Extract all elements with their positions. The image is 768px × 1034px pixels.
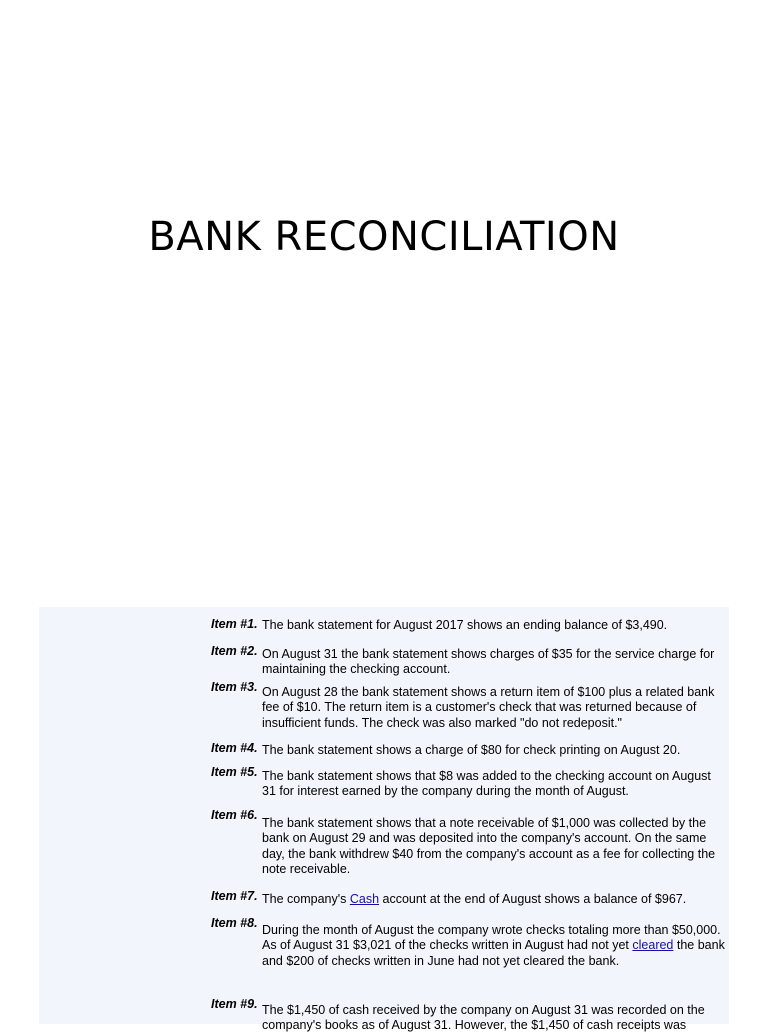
item-label: Item #8. bbox=[211, 916, 258, 930]
item-text: The $1,450 of cash received by the company on August 31 was recorded on the company's books as of August 31. However, the $1,450 of cash receipts was bbox=[262, 1003, 705, 1033]
item-label: Item #4. bbox=[211, 741, 258, 755]
cleared-link[interactable]: cleared bbox=[632, 938, 674, 953]
item-label: Item #7. bbox=[211, 889, 258, 903]
item-text: The bank statement shows that $8 was added to the checking account on August 31 for interest earned by the company during the month of August. bbox=[262, 769, 711, 799]
item-text: During the month of August the company wrote checks totaling more than $50,000. As of August 31 $3,021 of the checks written in August had not yet cleared the bank and $200 of checks written in June had not yet cleared the bank. bbox=[262, 923, 725, 968]
item-text: The company's Cash account at the end of August shows a balance of $967. bbox=[262, 892, 687, 906]
item-label: Item #6. bbox=[211, 808, 258, 822]
item-text: The bank statement shows a charge of $80 for check printing on August 20. bbox=[262, 743, 681, 757]
item-text: On August 28 the bank statement shows a return item of $100 plus a related bank fee of $10. The return item is a customer's check that was returned because of insufficient funds. The check was also marked "do not redeposit." bbox=[262, 685, 715, 730]
item-text: The bank statement shows that a note receivable of $1,000 was collected by the bank on August 29 and was deposited into the company's account. On the same day, the bank withdrew $40 from the company's account as a fee for collecting the note receivable. bbox=[262, 816, 716, 876]
item-text: On August 31 the bank statement shows charges of $35 for the service charge for maintaining the checking account. bbox=[262, 647, 715, 677]
item-label: Item #1. bbox=[211, 617, 258, 631]
item-text: The bank statement for August 2017 shows an ending balance of $3,490. bbox=[262, 618, 668, 632]
page-title: BANK RECONCILIATION bbox=[148, 214, 620, 260]
item-label: Item #2. bbox=[211, 644, 258, 658]
cash-link[interactable]: Cash bbox=[349, 892, 380, 906]
reconciliation-items-panel bbox=[39, 607, 729, 1033]
item-label: Item #3. bbox=[211, 680, 258, 694]
item-label: Item #5. bbox=[211, 765, 258, 779]
item-label: Item #9. bbox=[211, 997, 258, 1011]
